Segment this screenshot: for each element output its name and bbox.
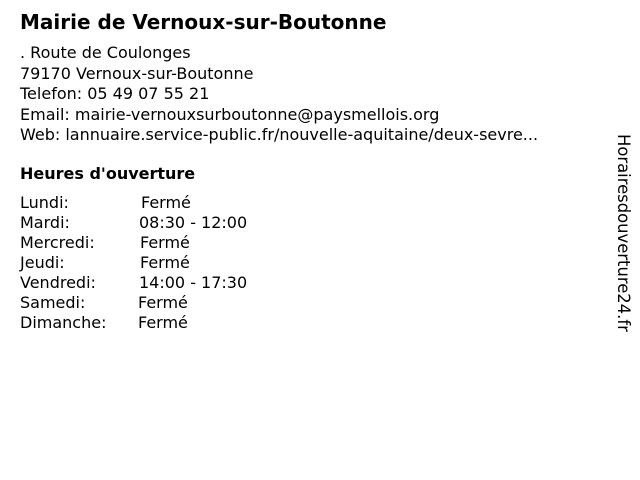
- page-title: Mairie de Vernoux-sur-Boutonne: [20, 10, 387, 34]
- day-hours: 14:00 - 17:30: [139, 273, 248, 292]
- day-hours: 08:30 - 12:00: [139, 213, 248, 232]
- brand-watermark: [612, 134, 636, 348]
- day-label: Jeudi:: [20, 253, 65, 272]
- brand-text: Horairesdouverture24.fr: [614, 134, 633, 332]
- phone-line: Telefon: 05 49 07 55 21: [20, 84, 210, 103]
- day-label: Mardi:: [20, 213, 70, 232]
- web-line: Web: lannuaire.service-public.fr/nouvelle-aquitaine/deux-sevre...: [20, 125, 539, 144]
- address-block: [20, 43, 538, 146]
- day-hours: Fermé: [138, 293, 188, 312]
- day-hours: Fermé: [141, 193, 191, 212]
- day-label: Dimanche:: [20, 313, 107, 332]
- hours-heading: Heures d'ouverture: [20, 164, 196, 183]
- street-line: . Route de Coulonges: [20, 43, 191, 62]
- day-label: Samedi:: [20, 293, 86, 312]
- day-hours: Fermé: [140, 233, 190, 252]
- day-label: Mercredi:: [20, 233, 95, 252]
- day-label: Vendredi:: [20, 273, 96, 292]
- email-line: Email: mairie-vernouxsurboutonne@paysmellois.org: [20, 104, 440, 124]
- day-hours: Fermé: [138, 313, 188, 332]
- day-label: Lundi:: [20, 193, 69, 212]
- day-hours: Fermé: [140, 253, 190, 272]
- city-line: 79170 Vernoux-sur-Boutonne: [20, 63, 254, 83]
